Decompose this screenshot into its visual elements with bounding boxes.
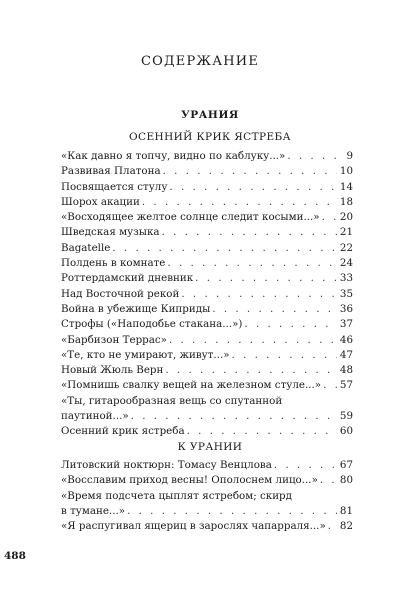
toc-entry: «Время подсчета цыплят ястребом; скирд в тумане...» . . . 81 [61, 489, 353, 520]
toc-entry: «Ты, гитарообразная вещь со спутанной паутиной...» . . . 59 [61, 394, 353, 425]
subsection-title-1: ОСЕННИЙ КРИК ЯСТРЕБА [129, 131, 291, 143]
toc-entry: «Барбизон Террас» . . . 46 [61, 333, 353, 348]
page-number: 488 [4, 550, 26, 562]
toc-entry: «Я распугивал ящериц в зарослях чапарраля...» . . . 82 [61, 519, 353, 534]
toc-entry: «Помнишь свалку вещей на железном стуле...» . . . 57 [61, 378, 353, 393]
toc-entry: Посвящается стулу . . . 14 [61, 180, 353, 195]
toc-entry: Развивая Платона . . . 10 [61, 164, 353, 179]
toc-list-2 [61, 458, 353, 534]
toc-entry: «Восходящее желтое солнце следит косыми...» . . . 20 [61, 210, 353, 225]
toc-entry: Над Восточной рекой . . . 35 [61, 287, 353, 302]
page-title: СОДЕРЖАНИЕ [140, 54, 260, 69]
toc-entry: Шорох акации . . . 18 [61, 195, 353, 210]
toc-entry: «Те, кто не умирают, живут...» . . . 47 [61, 348, 353, 363]
toc-entry: «Как давно я топчу, видно по каблуку...» . . . 9 [61, 149, 353, 164]
toc-list-1 [61, 149, 353, 440]
toc-entry: Новый Жюль Верн . . . 48 [61, 363, 353, 378]
toc-entry: Литовский ноктюрн: Томасу Венцлова . . . 67 [61, 458, 353, 473]
toc-entry: Полдень в комнате . . . 24 [61, 256, 353, 271]
section-title: УРАНИЯ [181, 109, 239, 121]
toc-entry: Bagatelle . . . 22 [61, 241, 353, 256]
toc-entry: Война в убежище Киприды . . . 36 [61, 302, 353, 317]
toc-entry: Шведская музыка . . . 21 [61, 225, 353, 240]
subsection-title-2: К УРАНИИ [177, 441, 243, 453]
toc-entry: Роттердамский дневник . . . 33 [61, 271, 353, 286]
toc-entry: «Восславим приход весны! Ополоснем лицо...» . . . 80 [61, 473, 353, 488]
toc-entry: Строфы («Наподобье стакана...») . . . 37 [61, 317, 353, 332]
toc-entry: Осенний крик ястреба . . . 60 [61, 424, 353, 439]
